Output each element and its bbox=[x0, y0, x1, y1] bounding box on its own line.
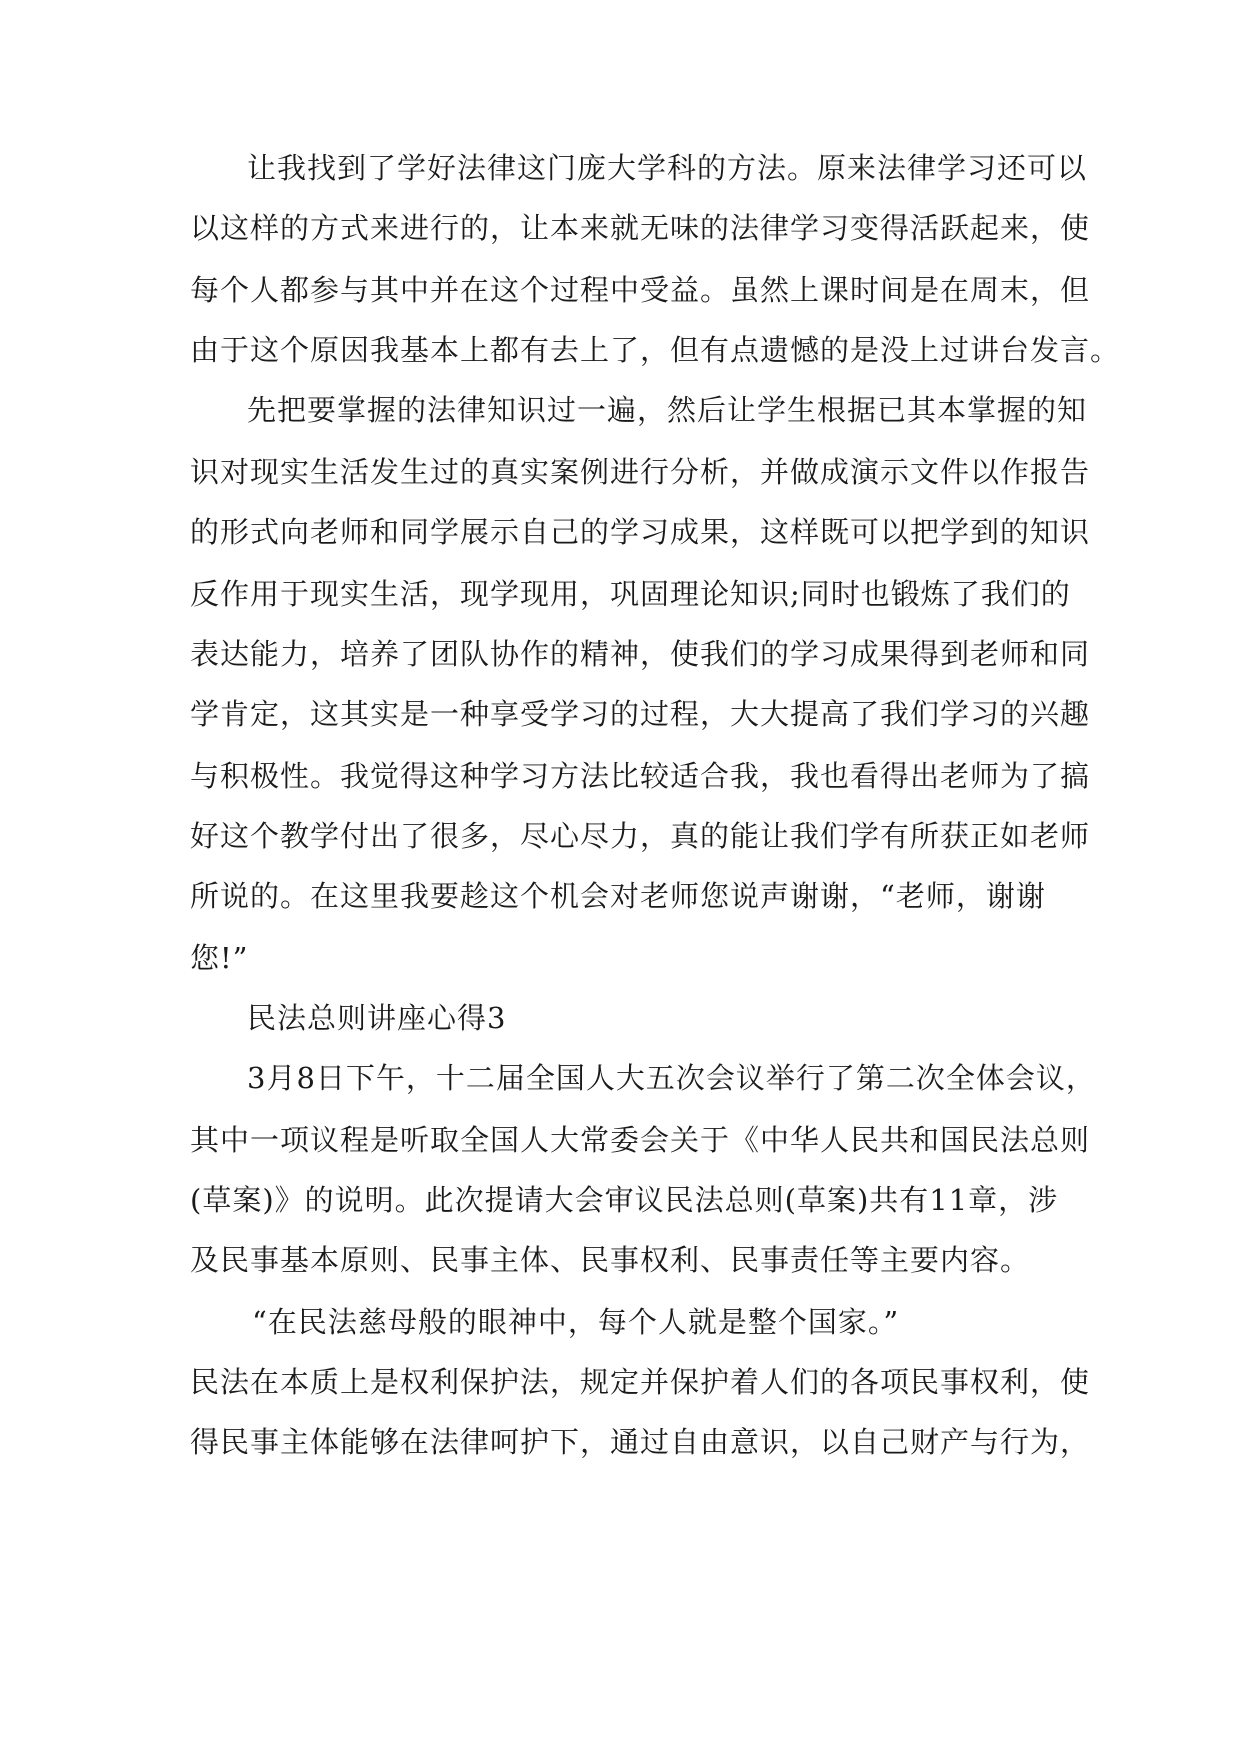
text-line: 及民事基本原则、民事主体、民事权利、民事责任等主要内容。 bbox=[190, 1243, 1031, 1277]
text-line: 让我找到了学好法律这门庞大学科的方法。原来法律学习还可以 bbox=[247, 151, 1088, 185]
text-line: 先把要掌握的法律知识过一遍，然后让学生根据已其本掌握的知 bbox=[247, 393, 1088, 427]
text-line: 所说的。在这里我要趁这个机会对老师您说声谢谢，“老师，谢谢 bbox=[190, 879, 1046, 913]
text-line: 的形式向老师和同学展示自己的学习成果，这样既可以把学到的知识 bbox=[190, 515, 1091, 549]
text-line: 表达能力，培养了团队协作的精神，使我们的学习成果得到老师和同 bbox=[190, 637, 1091, 671]
text-line: 与积极性。我觉得这种学习方法比较适合我，我也看得出老师为了搞 bbox=[190, 759, 1091, 793]
text-line: 反作用于现实生活，现学现用，巩固理论知识;同时也锻炼了我们的 bbox=[190, 577, 1071, 611]
section-heading: 民法总则讲座心得3 bbox=[247, 1001, 507, 1035]
text-line: 每个人都参与其中并在这个过程中受益。虽然上课时间是在周末，但 bbox=[190, 273, 1091, 307]
text-line: 3月8日下午，十二届全国人大五次会议举行了第二次全体会议， bbox=[247, 1061, 1096, 1095]
text-line: 其中一项议程是听取全国人大常委会关于《中华人民共和国民法总则 bbox=[190, 1123, 1091, 1157]
text-line: 识对现实生活发生过的真实案例进行分析，并做成演示文件以作报告 bbox=[190, 455, 1091, 489]
text-line: 得民事主体能够在法律呵护下，通过自由意识，以自己财产与行为， bbox=[190, 1425, 1091, 1459]
text-line: 以这样的方式来进行的，让本来就无味的法律学习变得活跃起来，使 bbox=[190, 211, 1091, 245]
text-line: 好这个教学付出了很多，尽心尽力，真的能让我们学有所获正如老师 bbox=[190, 819, 1091, 853]
text-line: (草案)》的说明。此次提请大会审议民法总则(草案)共有11章，涉 bbox=[190, 1183, 1059, 1217]
text-line: 由于这个原因我基本上都有去上了，但有点遗憾的是没上过讲台发言。 bbox=[190, 333, 1121, 367]
text-line: 学肯定，这其实是一种享受学习的过程，大大提高了我们学习的兴趣 bbox=[190, 697, 1091, 731]
text-line: 您!” bbox=[190, 941, 249, 975]
text-line: 民法在本质上是权利保护法，规定并保护着人们的各项民事权利，使 bbox=[190, 1365, 1091, 1399]
quote-line: “在民法慈母般的眼神中，每个人就是整个国家。” bbox=[252, 1305, 900, 1339]
